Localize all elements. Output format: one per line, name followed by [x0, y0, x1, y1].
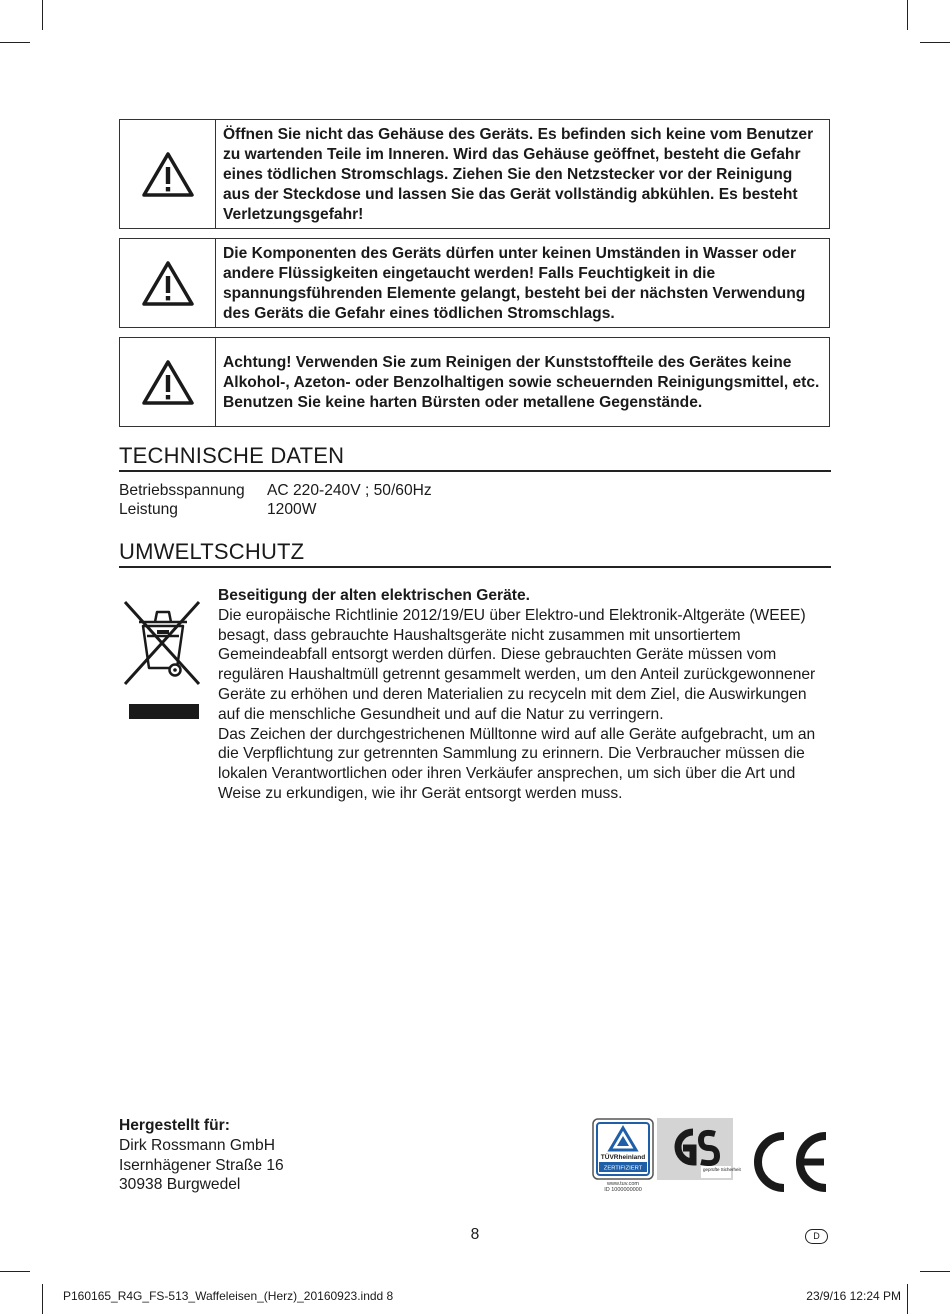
crop-mark: [920, 42, 950, 43]
tuv-certified-label: ZERTIFIZIERT: [603, 1165, 643, 1172]
tuv-rheinland-logo-icon: [592, 1118, 654, 1180]
warning-icon-cell: [120, 338, 216, 426]
warning-box: [119, 238, 830, 328]
spec-row: [119, 500, 316, 520]
crossed-out-wheelie-bin-icon: [123, 600, 203, 720]
language-badge: D: [805, 1229, 828, 1244]
warning-icon-cell: [120, 120, 216, 228]
manufacturer-line: Isernhägener Straße 16: [119, 1156, 284, 1174]
warning-box: [119, 119, 830, 229]
warning-text: Öffnen Sie nicht das Gehäuse des Geräts. Es befinden sich keine vom Benutzer zu wartenden Teile im Inneren. Wird das Gehäuse geöffnet, besteht die Gefahr eines tödlichen Stromschlags. Ziehen Sie den Netzstecker vor der Reinigung aus der Steckdose und lassen Sie das Gerät vollständig abkühlen. Es besteht Verletzungsgefahr!: [223, 126, 814, 223]
environment-heading: UMWELTSCHUTZ: [119, 539, 831, 568]
manufacturer-title: Hergestellt für:: [119, 1117, 230, 1134]
environment-text: [218, 586, 826, 804]
crop-mark: [0, 1271, 30, 1272]
environment-paragraph: Die europäische Richtlinie 2012/19/EU über Elektro-und Elektronik-Altgeräte (WEEE) besagt, dass gebrauchte Haushaltsgeräte nicht zusammen mit unsortiertem Gemeindeabfall entsorgt werden dürfen. Diese gebrauchten Geräte müssen vom regulären Haushaltmüll getrennt gesammelt werden, um den Anteil zurückgewonnener Geräte zu erhöhen und deren Materialien zu recyceln mit dem Ziel, die Auswirkungen auf die menschliche Gesundheit und auf die Natur zu verringern.: [218, 606, 816, 723]
spec-label: Betriebsspannung: [119, 482, 245, 499]
technical-data-heading: TECHNISCHE DATEN: [119, 443, 831, 472]
footer-timestamp: 23/9/16 12:24 PM: [806, 1289, 901, 1303]
footer-file-slug: P160165_R4G_FS-513_Waffeleisen_(Herz)_20160923.indd 8: [63, 1289, 394, 1303]
warning-triangle-icon: [141, 150, 195, 198]
spec-value: AC 220-240V ; 50/60Hz: [267, 482, 432, 499]
manufacturer-line: Dirk Rossmann GmbH: [119, 1136, 275, 1154]
warning-text: Achtung! Verwenden Sie zum Reinigen der Kunststoffteile des Gerätes keine Alkohol-, Azeton- oder Benzolhaltigen sowie scheuernden Reinigungsmittel, etc. Benutzen Sie keine harten Bürsten oder metallene Gegenstände.: [223, 354, 820, 411]
warning-icon-cell: [120, 239, 216, 327]
crop-mark: [42, 0, 43, 30]
spec-value: 1200W: [267, 501, 317, 518]
manufacturer-block: [119, 1116, 284, 1195]
environment-title: Beseitigung der alten elektrischen Geräte.: [218, 587, 530, 604]
warning-triangle-icon: [141, 259, 195, 307]
crop-mark: [920, 1271, 950, 1272]
warning-box: [119, 337, 830, 427]
manufacturer-line: 30938 Burgwedel: [119, 1176, 241, 1194]
tuv-name: TÜVRheinland: [600, 1154, 646, 1161]
warning-text: Die Komponenten des Geräts dürfen unter keinen Umständen in Wasser oder andere Flüssigkeiten eingetaucht werden! Falls Feuchtigkeit in die spannungsführenden Elemente gelangt, besteht bei der nächsten Verwendung des Geräts die Gefahr eines tödlichen Stromschlags.: [223, 245, 806, 322]
tuv-url: www.tuv.com: [607, 1181, 639, 1187]
crop-mark: [0, 42, 30, 43]
environment-paragraph: Das Zeichen der durchgestrichenen Mülltonne wird auf alle Geräte aufgebracht, um an die Verpflichtung zur getrennten Sammlung zu erinnern. Die Verbraucher müssen die lokalen Verantwortlichen oder ihren Verkäufer ansprechen, um sich über die Art und Weise zu erkundigen, wie ihr Gerät entsorgt werden muss.: [218, 725, 816, 802]
page-number: 8: [470, 1226, 480, 1243]
crop-mark: [907, 0, 908, 30]
crop-mark: [42, 1284, 43, 1314]
ce-mark-icon: [748, 1130, 832, 1194]
gs-mark-icon: [657, 1118, 741, 1180]
crop-mark: [907, 1284, 908, 1314]
tuv-id-text: [592, 1181, 654, 1193]
warning-triangle-icon: [141, 358, 195, 406]
spec-label: Leistung: [119, 501, 178, 518]
tuv-id: ID 1000000000: [604, 1187, 642, 1193]
gs-label: geprüfte Sicherheit: [703, 1167, 741, 1172]
spec-row: [119, 481, 432, 501]
